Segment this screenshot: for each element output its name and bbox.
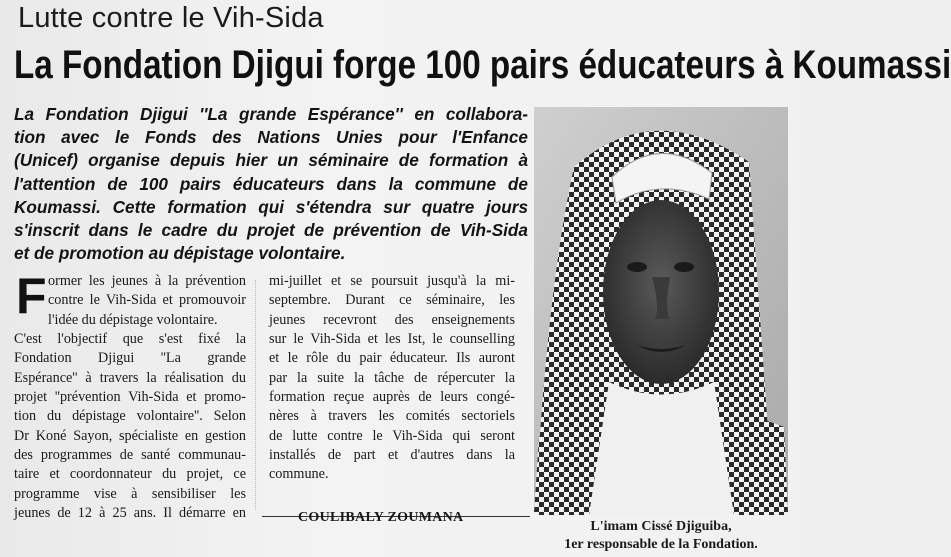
body-line: commune. <box>269 466 329 483</box>
body-line: Fondation Djigui ''La grande <box>14 350 246 367</box>
body-line: septembre. Durant ce séminaire, les <box>269 292 515 309</box>
body-line: Espérance'' à travers la réalisation du <box>14 369 246 386</box>
body-line: mi-juillet et se poursuit jusqu'à la mi- <box>269 273 515 289</box>
body-line: programme vise à sensibiliser les <box>14 485 246 502</box>
photo-caption <box>534 518 788 554</box>
body-line: des programmes de santé communau- <box>14 447 246 464</box>
lead-line: Koumassi. Cette formation qui s'étendra sur quatre jours <box>14 196 528 217</box>
byline: COULIBALY ZOUMANA <box>298 510 464 525</box>
body-line: nères à travers les comités sectoriels <box>269 408 515 425</box>
kicker: Lutte contre le Vih-Sida <box>18 2 324 34</box>
body-line: projet ''prévention Vih-Sida et promo- <box>14 389 246 406</box>
lead-line: tion avec le Fonds des Nations Unies pour l'Enfance <box>14 127 528 148</box>
body-line: formation reçue auprès de leurs congé- <box>269 389 515 406</box>
body-column-1 <box>14 268 246 523</box>
body-line: installés de part et d'autres dans la <box>269 447 515 464</box>
body-line: par la suite la tâche de répercuter la <box>269 369 515 386</box>
column-divider <box>255 280 256 510</box>
body-line: tion du dépistage volontaire''. Selon <box>14 408 246 425</box>
headline: La Fondation Djigui forge 100 pairs éducateurs à Koumassi <box>14 43 951 87</box>
caption-line: L'imam Cissé Djiguiba, <box>590 519 732 534</box>
drop-cap: F <box>16 268 47 324</box>
lead-line: s'inscrit dans le cadre du projet de prévention de Vih-Sida <box>14 220 528 241</box>
body-line: jeunes recevront des enseignements <box>269 311 515 328</box>
lead-line: (Unicef) organise depuis hier un séminaire de formation à <box>14 150 528 171</box>
lead-line: l'attention de 100 pairs éducateurs dans la commune de <box>14 173 528 194</box>
body-line: sur le Vih-Sida et les Ist, le counselling <box>269 331 515 348</box>
lead-line: La Fondation Djigui ''La grande Espérance'' en collabora- <box>14 104 528 124</box>
body-line: ormer les jeunes à la prévention <box>48 273 246 289</box>
portrait-photo <box>534 107 788 515</box>
lead-paragraph <box>14 103 528 265</box>
body-line: contre le Vih-Sida et promouvoir <box>48 292 246 309</box>
body-line: C'est l'objectif que s'est fixé la <box>14 331 246 348</box>
portrait-illustration <box>534 107 788 515</box>
body-line: de lutte contre le Vih-Sida qui seront <box>269 427 515 444</box>
body-line: et le rôle du pair éducateur. Ils auront <box>269 350 515 367</box>
lead-line: et de promotion au dépistage volontaire. <box>14 243 346 264</box>
caption-line: 1er responsable de la Fondation. <box>564 537 758 552</box>
body-column-2 <box>269 272 515 485</box>
body-line: l'idée du dépistage volontaire. <box>48 311 218 328</box>
body-line: taire et coordonnateur du projet, ce <box>14 466 246 483</box>
body-line: jeunes de 12 à 25 ans. Il démarre en <box>14 505 246 522</box>
body-line: Dr Koné Sayon, spécialiste en gestion <box>14 427 246 444</box>
